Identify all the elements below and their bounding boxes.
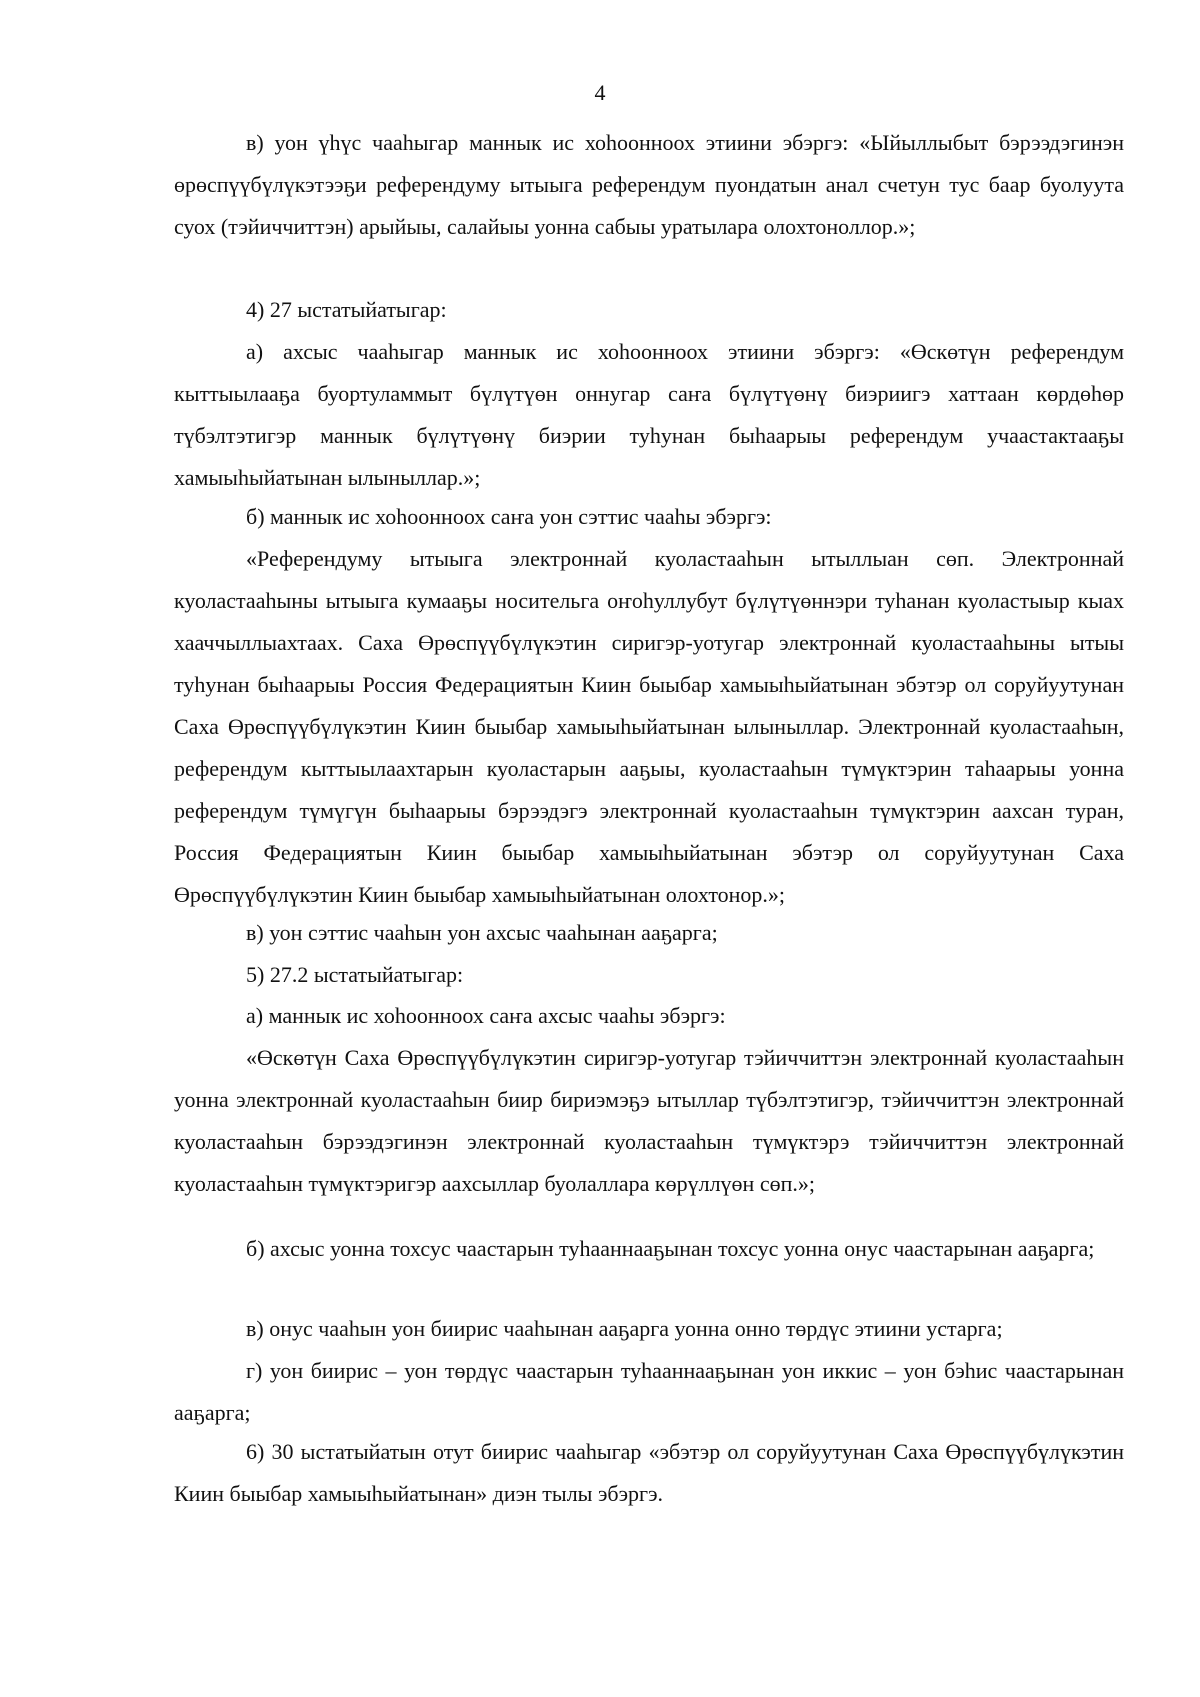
paragraph-item-4v: в) уон сэттис чааһын уон ахсыс чааһынан ааҕарга; bbox=[246, 920, 718, 945]
paragraph-item-6: 6) 30 ыстатыйатын отут биирис чааһыгар «эбэтэр ол соруйуутунан Саха Өрөспүүбүлүкэтин Киин быыбар хамыыһыйатынан» диэн тылы эбэргэ. bbox=[174, 1439, 1124, 1506]
paragraph-item-4-heading: 4) 27 ыстатыйатыгар: bbox=[246, 297, 447, 322]
paragraph-item-5v: в) онус чааһын уон биирис чааһынан ааҕарга уонна онно төрдүс этиини устарга; bbox=[246, 1316, 1003, 1341]
paragraph-item-4a: а) ахсыс чааһыгар маннык ис хоһоонноох этиини эбэргэ: «Өскөтүн референдум кыттыылааҕа буортуламмыт бүлүтүөн оннугар саҥа бүлүтүөнү биэриигэ хаттаан көрдөһөр түбэлтэтигэр маннык бүлүтүөнү биэрии туһунан быһаарыы референдум учаастактааҕы хамыыһыйатынан ылыныллар.»; bbox=[174, 339, 1124, 490]
paragraph-item-5-heading: 5) 27.2 ыстатыйатыгар: bbox=[246, 962, 464, 987]
paragraph-item-5b: б) ахсыс уонна тохсус чаастарын туһааннааҕынан тохсус уонна онус чаастарынан ааҕарга; bbox=[246, 1236, 1095, 1261]
paragraph-amendment-3v: в) уон үһүс чааһыгар маннык ис хоһоонноох этиини эбэргэ: «Ыйыллыбыт бэрээдэгинэн өрөспүүбүлүкэтээҕи референдуму ытыыга референдум пуондатын анал счетун тус баар буолуута суох (тэйиччиттэн) арыйыы, салайыы уонна сабыы уратылара олохтоноллор.»; bbox=[174, 130, 1124, 239]
paragraph-remote-voting-text: «Өскөтүн Саха Өрөспүүбүлүкэтин сиригэр-уотугар тэйиччиттэн электроннай куоластааһын уонна электроннай куоластааһын биир бириэмэҕэ ытыллар түбэлтэтигэр, тэйиччиттэн электроннай куоластааһын бэрээдэгинэн электроннай куоластааһын түмүктэрэ тэйиччиттэн электроннай куоластааһын түмүктэригэр аахсыллар буолаллара көрүллүөн сөп.»; bbox=[174, 1045, 1124, 1196]
page-number: 4 bbox=[594, 80, 606, 105]
paragraph-item-5g: г) уон биирис – уон төрдүс чаастарын туһааннааҕынан уон иккис – уон бэһис чаастарынан ааҕарга; bbox=[174, 1358, 1124, 1425]
paragraph-electronic-voting-text: «Референдуму ытыыга электроннай куоластааһын ытыллыан сөп. Электроннай куоластааһыны ытыыга кумааҕы носительга оҥоһуллубут бүлүтүөннэри туһанан куоластыыр кыах хааччыллыахтаах. Саха Өрөспүүбүлүкэтин сиригэр-уотугар электроннай куоластааһыны ытыы туһунан быһаарыы Россия Федерациятын Киин быыбар хамыыһыйатынан эбэтэр ол соруйуутунан Саха Өрөспүүбүлүкэтин Киин быыбар хамыыһыйатынан ылыныллар. Электроннай куоластааһын, референдум кыттыылаахтарын куоластарын ааҕыы, куоластааһын түмүктэрин таһаарыы уонна референдум түмүгүн быһаарыы бэрээдэгэ электроннай куоластааһын түмүктэрин аахсан туран, Россия Федерациятын Киин быыбар хамыыһыйатынан эбэтэр ол соруйуутунан Саха Өрөспүүбүлүкэтин Киин быыбар хамыыһыйатынан олохтонор.»; bbox=[174, 546, 1124, 907]
paragraph-item-5a: а) маннык ис хоһоонноох саҥа ахсыс чааһы эбэргэ: bbox=[246, 1003, 726, 1028]
paragraph-item-4b: б) маннык ис хоһоонноох саҥа уон сэттис чааһы эбэргэ: bbox=[246, 504, 772, 529]
